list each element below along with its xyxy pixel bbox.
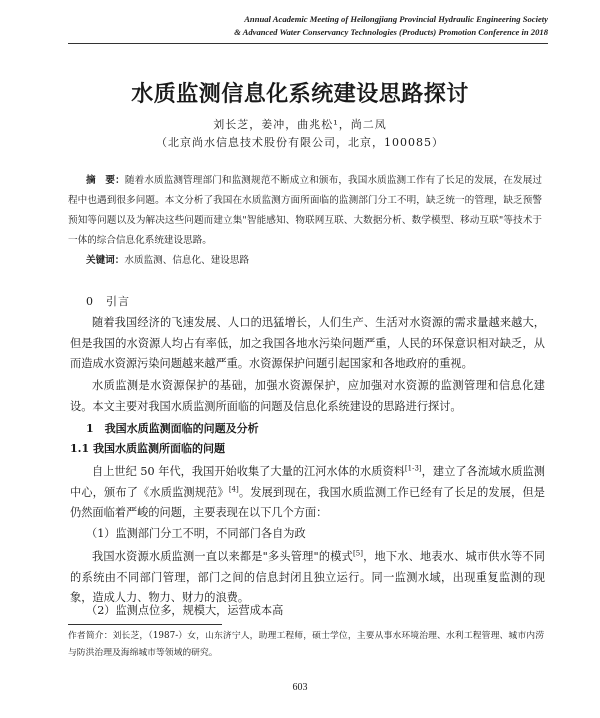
intro-paragraph-1: 随着我国经济的飞速发展、人口的迅猛增长，人们生产、生活对水资源的需求量越来越大，但是我国的水资源人均占有率低，加之我国各地水污染问题严重，人民的环保意识相对缺乏，从而造成水资源污染问题越来越严重。水资源保护问题引起国家和各地政府的重视。 [70, 316, 545, 370]
author-footnote: 作者简介：刘长芝，（1987-）女，山东济宁人，助理工程师，硕士学位，主要从事水环境治理、水利工程管理、城市内涝与防洪治理及海绵城市等领域的研究。 [68, 631, 544, 658]
running-header-line1: Annual Academic Meeting of Heilongjiang Provincial Hydraulic Engineering Society [244, 14, 548, 24]
keywords [86, 252, 249, 266]
page-number: 603 [292, 682, 308, 693]
affiliation: （北京尚水信息技术股份有限公司，北京，100085） [156, 136, 444, 149]
citation-4[interactable]: [4] [228, 484, 239, 493]
subheading-2: （2）监测点位多，规模大，运营成本高 [86, 604, 284, 617]
p4-text-b: ，地下水、地表水、城市供水等不同的系统由不同部门管理，部门之间的信息封闭且独立运行。同一监测水域，出现重复监测的现象，造成人力、物力、财力的浪费。 [70, 550, 545, 604]
subheading-1: （1）监测部门分工不明，不同部门各自为政 [86, 527, 306, 540]
header-rule [68, 43, 548, 44]
citation-1-3[interactable]: [1-3] [404, 464, 422, 473]
section-heading-intro: 0 引言 [86, 295, 130, 308]
intro-paragraph-2: 水质监测是水资源保护的基础，加强水资源保护，应加强对水资源的监测管理和信息化建设。本文主要对我国水质监测所面临的问题及信息化系统建设的思路进行探讨。 [70, 379, 545, 413]
subheading-1-paragraph [70, 547, 545, 609]
p4-text-a: 我国水资源水质监测一直以来都是"多头管理"的模式 [92, 550, 354, 563]
abstract [68, 171, 542, 251]
citation-5[interactable]: [5] [353, 549, 363, 558]
footnote-rule [68, 624, 222, 625]
section-1-1-paragraph [70, 462, 545, 524]
keywords-label: 关键词： [86, 255, 125, 266]
p3-text-c: 。发展到现在，我国水质监测工作已经有了长足的发展，但是仍然面临着严峻的问题，主要表现在以下几个方面： [70, 485, 545, 519]
p3-text-a: 自上世纪 50 年代，我国开始收集了大量的江河水体的水质资料 [92, 465, 405, 478]
abstract-text: 随着水质监测管理部门和监测规范不断成立和颁布，我国水质监测工作有了长足的发展，在发展过程中也遇到很多问题。本文分析了我国在水质监测方面所面临的监测部门分工不明，缺乏统一的管理，缺乏预警预知等问题以及为解决这些问题而建立集"智能感知、物联网互联、大数据分析、数学模型、移动互联"等技术于一体的综合信息化系统建设思路。 [68, 175, 543, 246]
keywords-text: 水质监测、信息化、建设思路 [124, 255, 250, 266]
section-heading-1-1: 1.1 我国水质监测所面临的问题 [70, 442, 225, 455]
authors: 刘长芝，姜冲，曲兆松¹，尚二凤 [213, 118, 387, 131]
running-header-line2: & Advanced Water Conservancy Technologies (Products) Promotion Conference in 2018 [234, 27, 548, 37]
section-heading-1: 1 我国水质监测面临的问题及分析 [86, 422, 259, 435]
abstract-label: 摘 要： [86, 175, 125, 186]
paper-title: 水质监测信息化系统建设思路探讨 [131, 81, 469, 107]
p3-text-b: ，建立了各流域水质监测中心，颁布了《水质监测规范》 [70, 465, 545, 499]
